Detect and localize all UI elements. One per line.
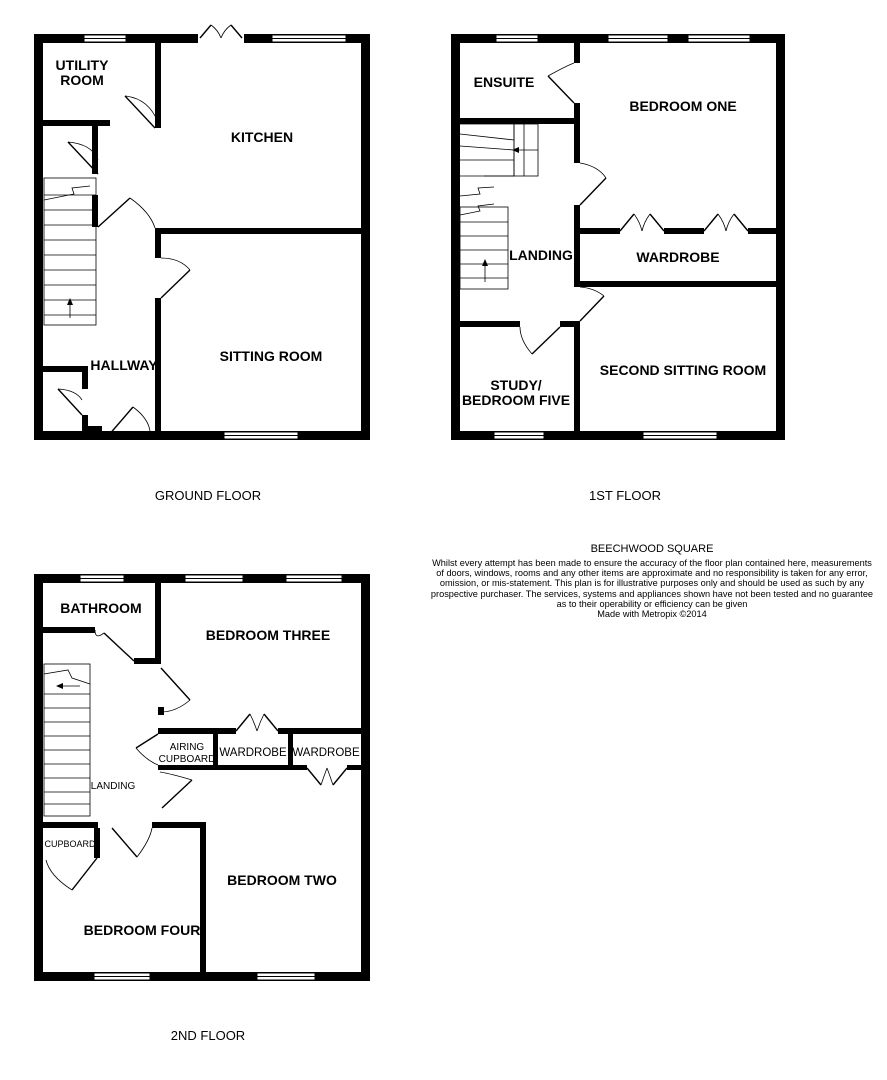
door-icon <box>161 668 190 712</box>
disclaimer-block <box>414 542 887 619</box>
room-label-airing-line2: CUPBOARD <box>158 754 216 765</box>
door-icon <box>580 163 606 205</box>
staircase-icon <box>44 178 96 325</box>
room-label-wardrobe-first: WARDROBE <box>636 249 720 265</box>
room-label-airing-line1: AIRING <box>169 742 205 753</box>
disclaimer-line-5: as to their operability or efficiency can be given <box>556 598 748 609</box>
room-label-hallway: HALLWAY <box>90 357 158 373</box>
metropix-credit: Made with Metropix ©2014 <box>597 609 707 620</box>
room-label-utility-line1: UTILITY <box>55 57 109 73</box>
door-icon <box>580 287 604 321</box>
door-icon <box>46 858 97 890</box>
room-label-cupboard: CUPBOARD <box>44 839 96 849</box>
floor-title-second: 2ND FLOOR <box>170 1028 246 1043</box>
wardrobe-door-icon <box>236 714 278 731</box>
floor-title-first: 1ST FLOOR <box>588 488 662 503</box>
floor-title-ground: GROUND FLOOR <box>154 488 262 503</box>
window-icon <box>94 973 150 980</box>
room-label-utility-line2: ROOM <box>60 72 104 88</box>
ground-floor-plan <box>34 25 370 503</box>
door-icon <box>98 198 155 228</box>
room-label-bedroom-one: BEDROOM ONE <box>629 98 737 114</box>
room-label-sitting-room: SITTING ROOM <box>219 348 323 364</box>
disclaimer-line-3: omission, or mis-statement. This plan is for illustrative purposes only and should be used as such by any <box>439 578 865 589</box>
door-icon <box>112 828 152 857</box>
window-icon <box>257 973 315 980</box>
room-label-landing-second: LANDING <box>90 781 136 792</box>
door-icon <box>136 734 158 765</box>
first-floor-plan <box>451 34 785 503</box>
disclaimer-line-1: Whilst every attempt has been made to ensure the accuracy of the floor plan contained here, measurements <box>432 558 872 568</box>
door-icon <box>125 96 158 128</box>
window-icon <box>84 35 126 42</box>
wardrobe-door-icon <box>620 214 664 231</box>
window-icon <box>688 35 750 42</box>
door-icon <box>160 772 192 808</box>
door-icon <box>161 258 190 298</box>
door-icon <box>95 630 134 661</box>
french-door-icon <box>198 25 244 44</box>
door-icon <box>520 327 560 354</box>
door-icon <box>548 63 574 103</box>
disclaimer-line-2: of doors, windows, rooms and any other items are approximate and no responsibility is taken for any error, <box>436 568 868 579</box>
wardrobe-door-icon <box>704 214 748 231</box>
staircase-icon <box>44 664 90 816</box>
room-label-kitchen: KITCHEN <box>230 129 294 145</box>
room-label-ensuite: ENSUITE <box>473 74 535 90</box>
second-floor-plan <box>34 574 370 1043</box>
door-icon <box>58 389 82 415</box>
staircase-icon <box>460 124 538 289</box>
room-label-study-line1: STUDY/ <box>490 377 542 393</box>
room-label-bathroom: BATHROOM <box>60 600 142 616</box>
room-label-wardrobe-a: WARDROBE <box>219 747 287 759</box>
disclaimer-line-4: prospective purchaser. The services, systems and appliances shown have not been tested and no guarantee <box>430 588 874 599</box>
room-label-landing-first: LANDING <box>509 247 573 263</box>
room-label-study-line2: BEDROOM FIVE <box>461 392 571 408</box>
window-icon <box>185 575 243 582</box>
wardrobe-door-icon <box>307 768 347 785</box>
window-icon <box>494 432 544 439</box>
room-label-second-sitting-room: SECOND SITTING ROOM <box>599 362 767 378</box>
window-icon <box>643 432 717 439</box>
window-icon <box>224 432 298 439</box>
room-label-wardrobe-b: WARDROBE <box>292 747 360 759</box>
room-label-bedroom-two: BEDROOM TWO <box>227 872 337 888</box>
window-icon <box>286 575 342 582</box>
room-label-bedroom-three: BEDROOM THREE <box>205 627 331 643</box>
window-icon <box>272 35 346 42</box>
room-label-bedroom-four: BEDROOM FOUR <box>83 922 201 938</box>
property-name: BEECHWOOD SQUARE <box>590 543 714 555</box>
window-icon <box>496 35 538 42</box>
window-icon <box>80 575 124 582</box>
window-icon <box>608 35 668 42</box>
